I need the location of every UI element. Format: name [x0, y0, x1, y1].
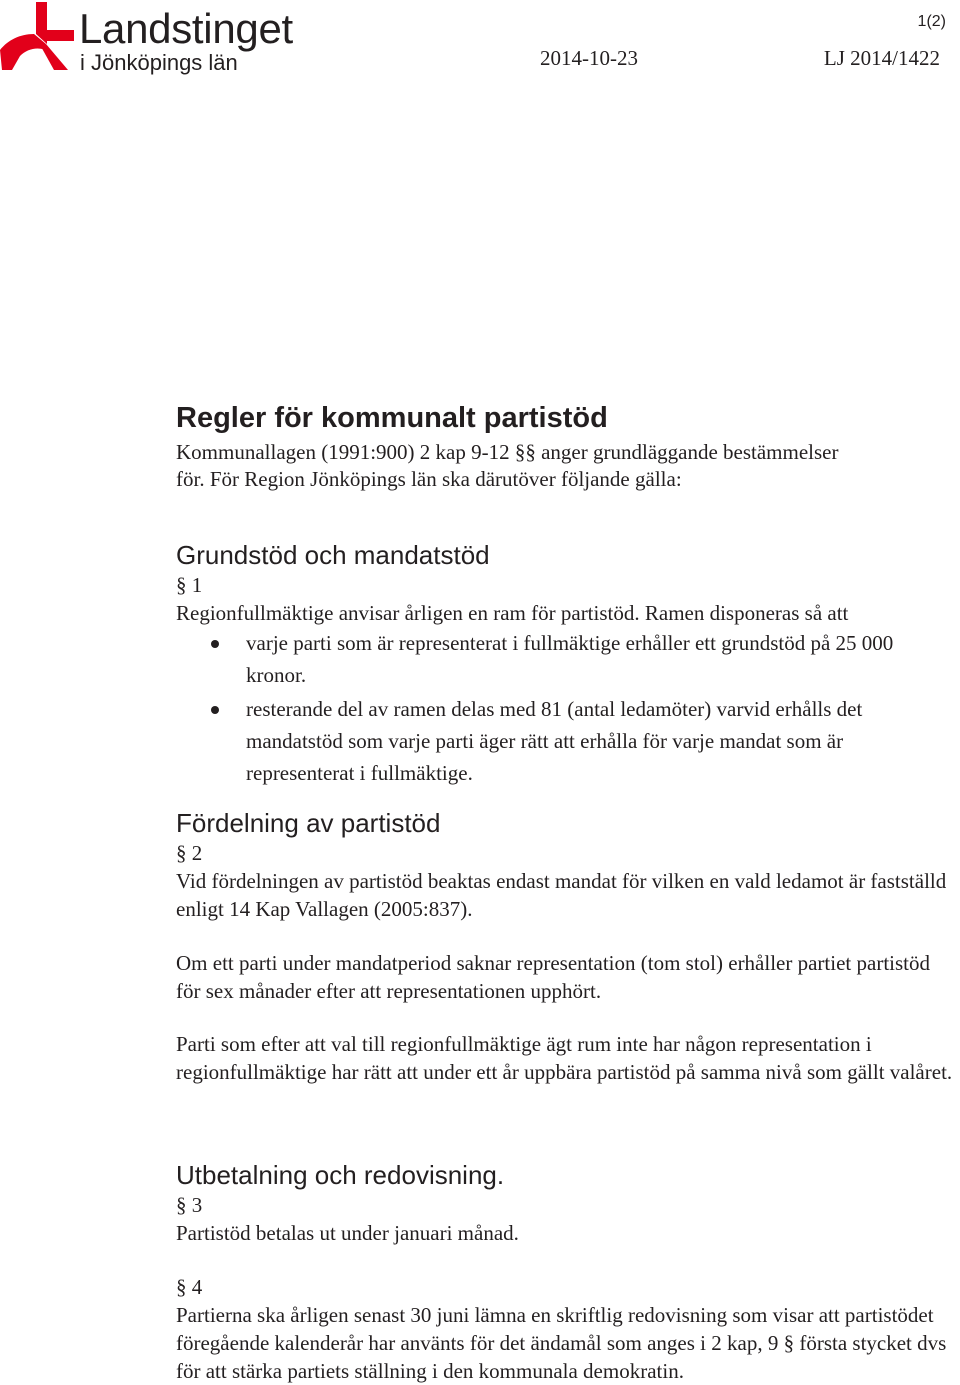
- document-date: 2014-10-23: [540, 46, 638, 70]
- section-4-paragraph-1: Partierna ska årligen senast 30 juni lämna en skriftlig redovisning som visar att partistödet föregående kalenderår har använts för det ändamål som anges i 2 kap, 9 § första stycket dvs för att stärka partiets ställning i den kommunala demokratin.: [176, 1303, 947, 1383]
- section-3-paragraph-1: Partistöd betalas ut under januari månad.: [176, 1221, 519, 1245]
- bullet-text: varje parti som är representerat i fullmäktige erhåller ett grundstöd på 25 000 kronor.: [246, 631, 894, 687]
- logo-title: Landstinget: [79, 5, 293, 52]
- bullet-icon: [211, 706, 219, 714]
- document-reference: LJ 2014/1422: [823, 46, 940, 70]
- bullet-icon: [211, 640, 219, 648]
- intro-line-1: Kommunallagen (1991:900) 2 kap 9-12 §§ anger grundläggande bestämmelser: [176, 440, 839, 464]
- section-2-paragraph-3: Parti som efter att val till regionfullmäktige ägt rum inte har någon representation i regionfullmäktige har rätt att under ett år uppbära partistöd på samma nivå som gällt valåret.: [176, 1032, 953, 1084]
- section-heading-fordelning: Fördelning av partistöd: [176, 808, 441, 838]
- landstinget-logo-icon: [0, 0, 76, 74]
- paragraph-mark-2: § 2: [176, 841, 203, 865]
- paragraph-mark-4: § 4: [176, 1275, 203, 1299]
- document-title: Regler för kommunalt partistöd: [176, 402, 608, 434]
- section-2-paragraph-2: Om ett parti under mandatperiod saknar representation (tom stol) erhåller partiet partistöd för sex månader efter att representationen upphört.: [176, 951, 930, 1003]
- logo-mark: [0, 0, 76, 74]
- paragraph-mark-1: § 1: [176, 573, 203, 597]
- list-item: [176, 627, 956, 691]
- intro-line-2: för. För Region Jönköpings län ska därutöver följande gälla:: [176, 467, 682, 491]
- paragraph-mark-3: § 3: [176, 1193, 203, 1217]
- section-heading-grundstod: Grundstöd och mandatstöd: [176, 540, 490, 570]
- bullet-text: resterande del av ramen delas med 81 (antal ledamöter) varvid erhålls det mandatstöd som varje parti äger rätt att erhålla för varje mandat som är representerat i fullmäktige.: [246, 697, 863, 785]
- section-2-paragraph-1: Vid fördelningen av partistöd beaktas endast mandat för vilken en vald ledamot är fastställd enligt 14 Kap Vallagen (2005:837).: [176, 869, 947, 921]
- section-1-lead: Regionfullmäktige anvisar årligen en ram för partistöd. Ramen disponeras så att: [176, 601, 849, 625]
- section-heading-utbetalning: Utbetalning och redovisning.: [176, 1160, 505, 1190]
- logo-subtitle: i Jönköpings län: [80, 50, 238, 75]
- section-1-bullet-list: [176, 627, 956, 789]
- page-number: 1(2): [917, 13, 946, 30]
- list-item: [176, 693, 956, 789]
